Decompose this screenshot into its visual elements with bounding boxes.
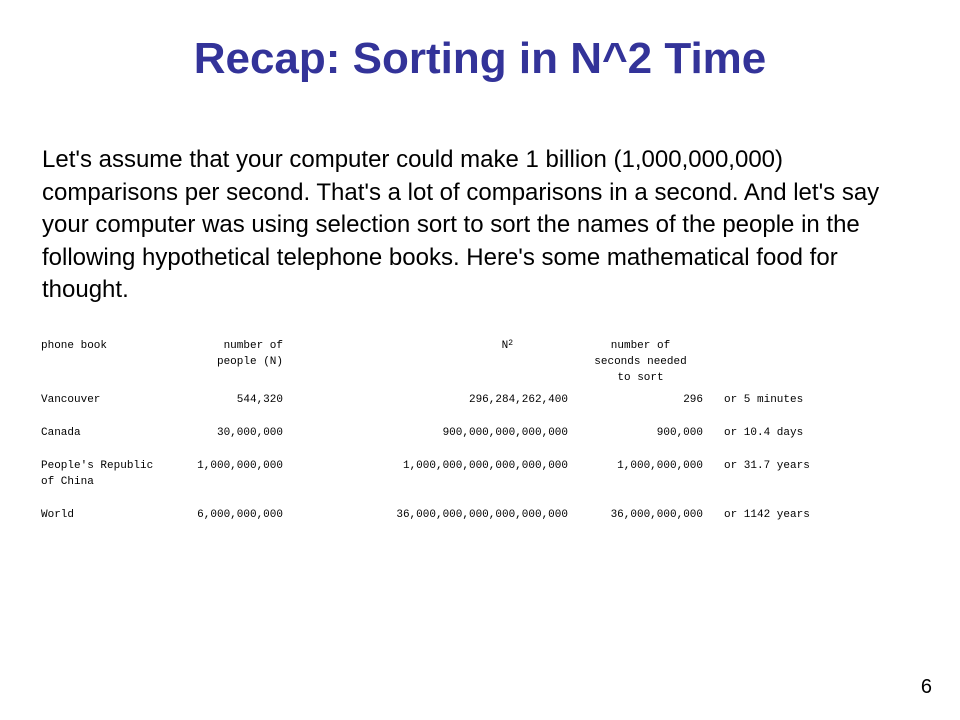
phone-book-table — [36, 338, 815, 523]
header-n-sup: 2 — [508, 339, 513, 348]
row-people: 6,000,000,000 — [197, 509, 283, 521]
row-n-squared: 900,000,000,000,000 — [442, 427, 568, 439]
row-n-squared: 1,000,000,000,000,000,000 — [402, 460, 568, 472]
header-seconds-line3: to sort — [617, 372, 664, 384]
row-name-line2: of China — [41, 476, 94, 488]
table-header-row — [36, 338, 815, 392]
row-name-line1: People's Republic — [41, 460, 154, 472]
header-phone-book: phone book — [41, 340, 108, 352]
slide-title: Recap: Sorting in N^2 Time — [193, 34, 767, 83]
row-seconds: 1,000,000,000 — [617, 460, 703, 472]
header-people-line1: number of — [223, 340, 283, 352]
row-name: Canada — [41, 427, 81, 439]
header-n-squared — [288, 338, 573, 392]
row-note: or 5 minutes — [724, 394, 804, 406]
table-row — [36, 392, 815, 408]
row-note: or 10.4 days — [724, 427, 804, 439]
row-seconds: 296 — [683, 394, 703, 406]
row-people: 1,000,000,000 — [197, 460, 283, 472]
row-spacer — [36, 441, 815, 458]
row-spacer — [36, 490, 815, 507]
row-n-squared: 36,000,000,000,000,000,000 — [396, 509, 568, 521]
row-spacer — [36, 408, 815, 425]
row-name — [36, 458, 186, 490]
header-seconds-needed — [573, 338, 708, 392]
table-row — [36, 507, 815, 523]
header-seconds-line2: seconds needed — [594, 356, 687, 368]
row-people: 544,320 — [236, 394, 283, 406]
header-seconds-line1: number of — [610, 340, 671, 352]
table-row — [36, 425, 815, 441]
row-people: 30,000,000 — [216, 427, 283, 439]
page-number: 6 — [920, 676, 932, 698]
header-note — [708, 338, 815, 392]
row-note: or 31.7 years — [724, 460, 810, 472]
slide-paragraph: Let's assume that your computer could make 1 billion (1,000,000,000) comparisons per second. That's a lot of comparisons in a second. And let's say your computer was using selection sort to sort the names of the people in the following hypothetical telephone books. Here's some mathematical food for thought. — [42, 146, 880, 303]
header-number-of-people — [186, 338, 288, 392]
row-n-squared: 296,284,262,400 — [468, 394, 568, 406]
header-n-base: N — [501, 340, 509, 352]
row-name: World — [41, 509, 75, 521]
header-people-line2: people (N) — [216, 356, 283, 368]
row-name: Vancouver — [41, 394, 101, 406]
row-note: or 1142 years — [724, 509, 810, 521]
row-seconds: 36,000,000,000 — [610, 509, 703, 521]
row-seconds: 900,000 — [656, 427, 703, 439]
table-row — [36, 458, 815, 490]
